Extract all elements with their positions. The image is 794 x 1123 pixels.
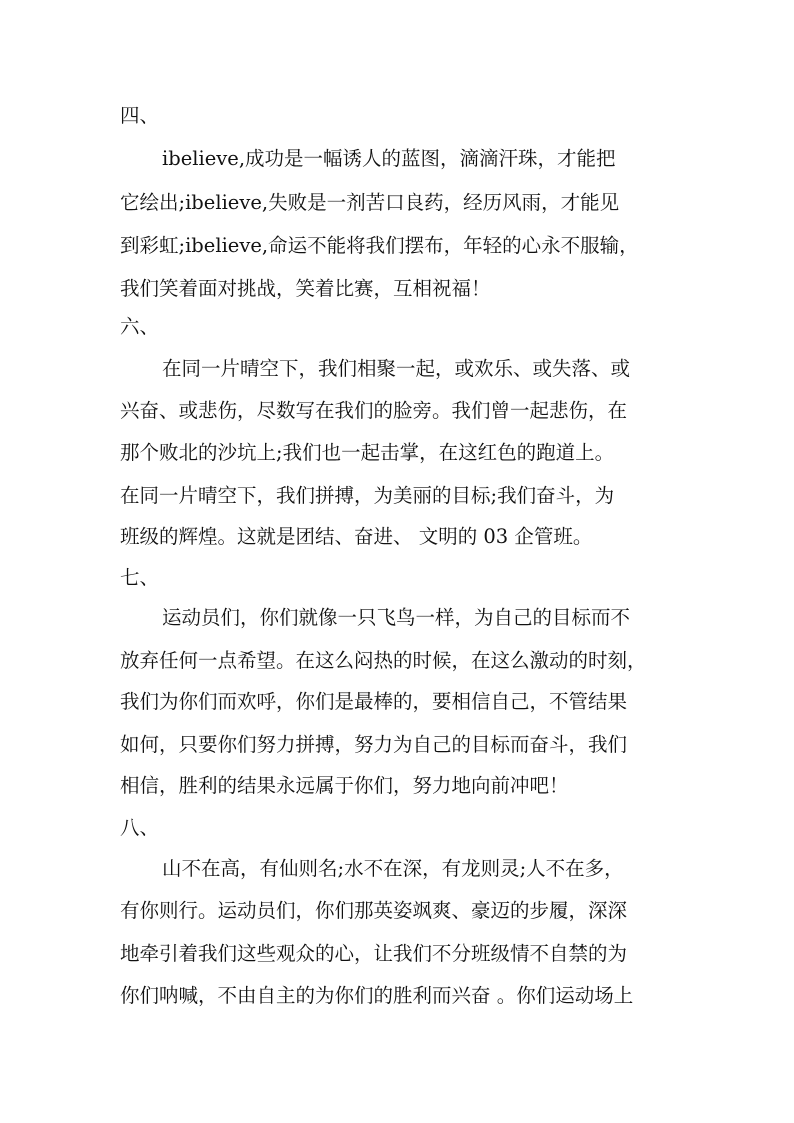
section-heading: 六、 [120,315,160,338]
paragraph-line: 我们笑着面对挑战，笑着比赛，互相祝福！ [120,277,491,300]
paragraph-line: 我们为你们而欢呼，你们是最棒的，要相信自己，不管结果 [120,690,628,713]
paragraph-line: 运动员们，你们就像一只飞鸟一样，为自己的目标而不 [162,606,631,629]
paragraph-line: 到彩虹;ibelieve,命运不能将我们摆布，年轻的心永不服输， [120,234,639,257]
paragraph-line: 兴奋、或悲伤，尽数写在我们的脸旁。我们曾一起悲伤，在 [120,399,628,422]
paragraph-line: 你们呐喊，不由自主的为你们的胜利而兴奋 。你们运动场上 [120,984,634,1007]
paragraph-line: 如何，只要你们努力拼搏，努力为自己的目标而奋斗，我们 [120,733,628,756]
paragraph-line: 有你则行。运动员们，你们那英姿飒爽、豪迈的步履，深深 [120,899,628,922]
paragraph-line: 那个败北的沙坑上;我们也一起击掌，在这红色的跑道上。 [120,441,615,464]
paragraph-line: 相信，胜利的结果永远属于你们，努力地向前冲吧！ [120,774,569,797]
section-heading: 四、 [120,104,160,127]
paragraph-line: 地牵引着我们这些观众的心，让我们不分班级情不自禁的为 [120,942,628,965]
paragraph-line: 在同一片晴空下，我们拼搏，为美丽的目标;我们奋斗，为 [120,484,615,507]
paragraph-line: 放弃任何一点希望。在这么闷热的时候，在这么激动的时刻， [120,649,647,672]
paragraph-line: 它绘出;ibelieve,失败是一剂苦口良药，经历风雨，才能见 [120,191,620,214]
paragraph-line: 班级的辉煌。这就是团结、奋进、 文明的 03 企管班。 [120,525,593,548]
paragraph-line: 山不在高，有仙则名;水不在深，有龙则灵;人不在多， [162,857,624,880]
paragraph-line: 在同一片晴空下，我们相聚一起，或欢乐、或失落、或 [162,357,631,380]
section-heading: 七、 [120,566,160,589]
paragraph-line: ibelieve,成功是一幅诱人的蓝图，滴滴汗珠，才能把 [162,147,616,170]
section-heading: 八、 [120,816,160,839]
